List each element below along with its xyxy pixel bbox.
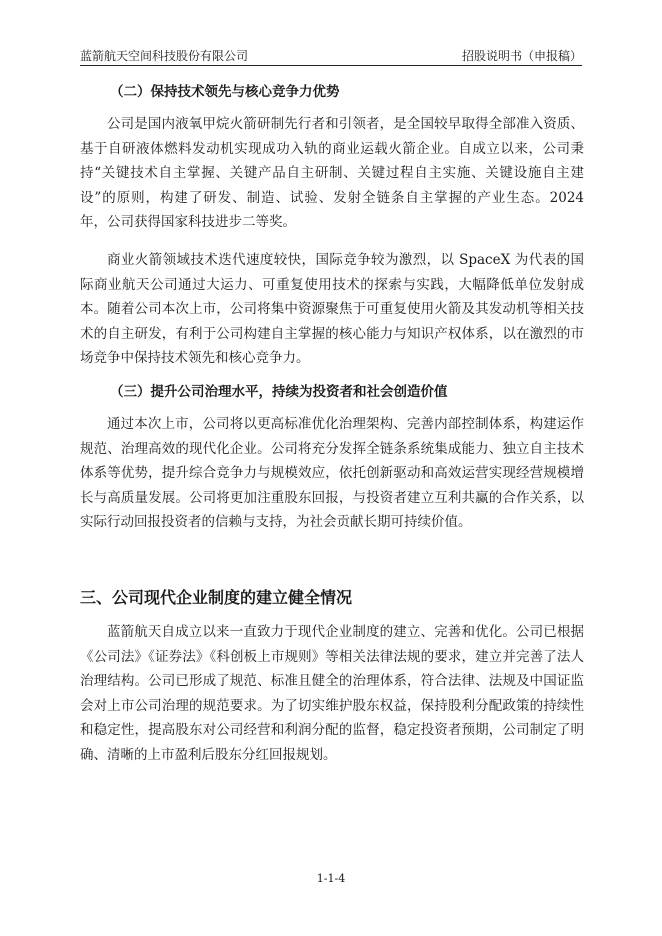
page-header bbox=[80, 44, 582, 64]
page-number: 1-1-4 bbox=[316, 872, 346, 885]
chapter-three-paragraph-1: 蓝箭航天自成立以来一直致力于现代企业制度的建立、完善和优化。公司已根据《公司法》《证券法》《科创板上市规则》等相关法律法规的要求，建立并完善了法人治理结构。公司已形成了规范、标准且健全的治理体系，符合法律、法规及中国证监会对上市公司治理的规范要求。为了切实维护股东权益，保持股利分配政策的持续性和稳定性，提高股东对公司经营和利润分配的监督，稳定投资者预期，公司制定了明确、清晰的上市盈利后股东分红回报规划。 bbox=[80, 624, 584, 763]
header-divider bbox=[80, 65, 582, 66]
section-two-paragraph-2: 商业火箭领域技术迭代速度较快，国际竞争较为激烈，以 SpaceX 为代表的国际商业航天公司通过大运力、可重复使用技术的探索与实践，大幅降低单位发射成本。随着公司本次上市，公司将集中资源聚焦于可重复使用火箭及其发动机等相关技术的自主研发，有利于公司构建自主掌握的核心能力与知识产权体系，以在激烈的市场竞争中保持技术领先和核心竞争力。 bbox=[80, 252, 584, 367]
chapter-three-heading: 三、公司现代企业制度的建立健全情况 bbox=[80, 588, 353, 607]
section-three-heading: （三）提升公司治理水平，持续为投资者和社会创造价值 bbox=[110, 384, 448, 400]
header-company-name: 蓝箭航天空间科技股份有限公司 bbox=[80, 49, 249, 63]
header-document-title: 招股说明书（申报稿） bbox=[461, 49, 582, 63]
section-two-heading: （二）保持技术领先与核心竞争力优势 bbox=[110, 84, 340, 100]
section-two-paragraph-1: 公司是国内液氧甲烷火箭研制先行者和引领者，是全国较早取得全部准入资质、基于自研液体燃料发动机实现成功入轨的商业运载火箭企业。自成立以来，公司秉持“关键技术自主掌握、关键产品自主研制、关键过程自主实施、关键设施自主建设”的原则，构建了研发、制造、试验、发射全链条自主掌握的产业生态。2024 年，公司获得国家科技进步二等奖。 bbox=[80, 116, 584, 231]
section-three-paragraph-1: 通过本次上市，公司将以更高标准优化治理架构、完善内部控制体系，构建运作规范、治理高效的现代化企业。公司将充分发挥全链条系统集成能力、独立自主技术体系等优势，提升综合竞争力与规模效应，依托创新驱动和高效运营实现经营规模增长与高质量发展。公司将更加注重股东回报，与投资者建立互利共赢的合作关系，以实际行动回报投资者的信赖与支持，为社会贡献长期可持续价值。 bbox=[80, 416, 584, 531]
